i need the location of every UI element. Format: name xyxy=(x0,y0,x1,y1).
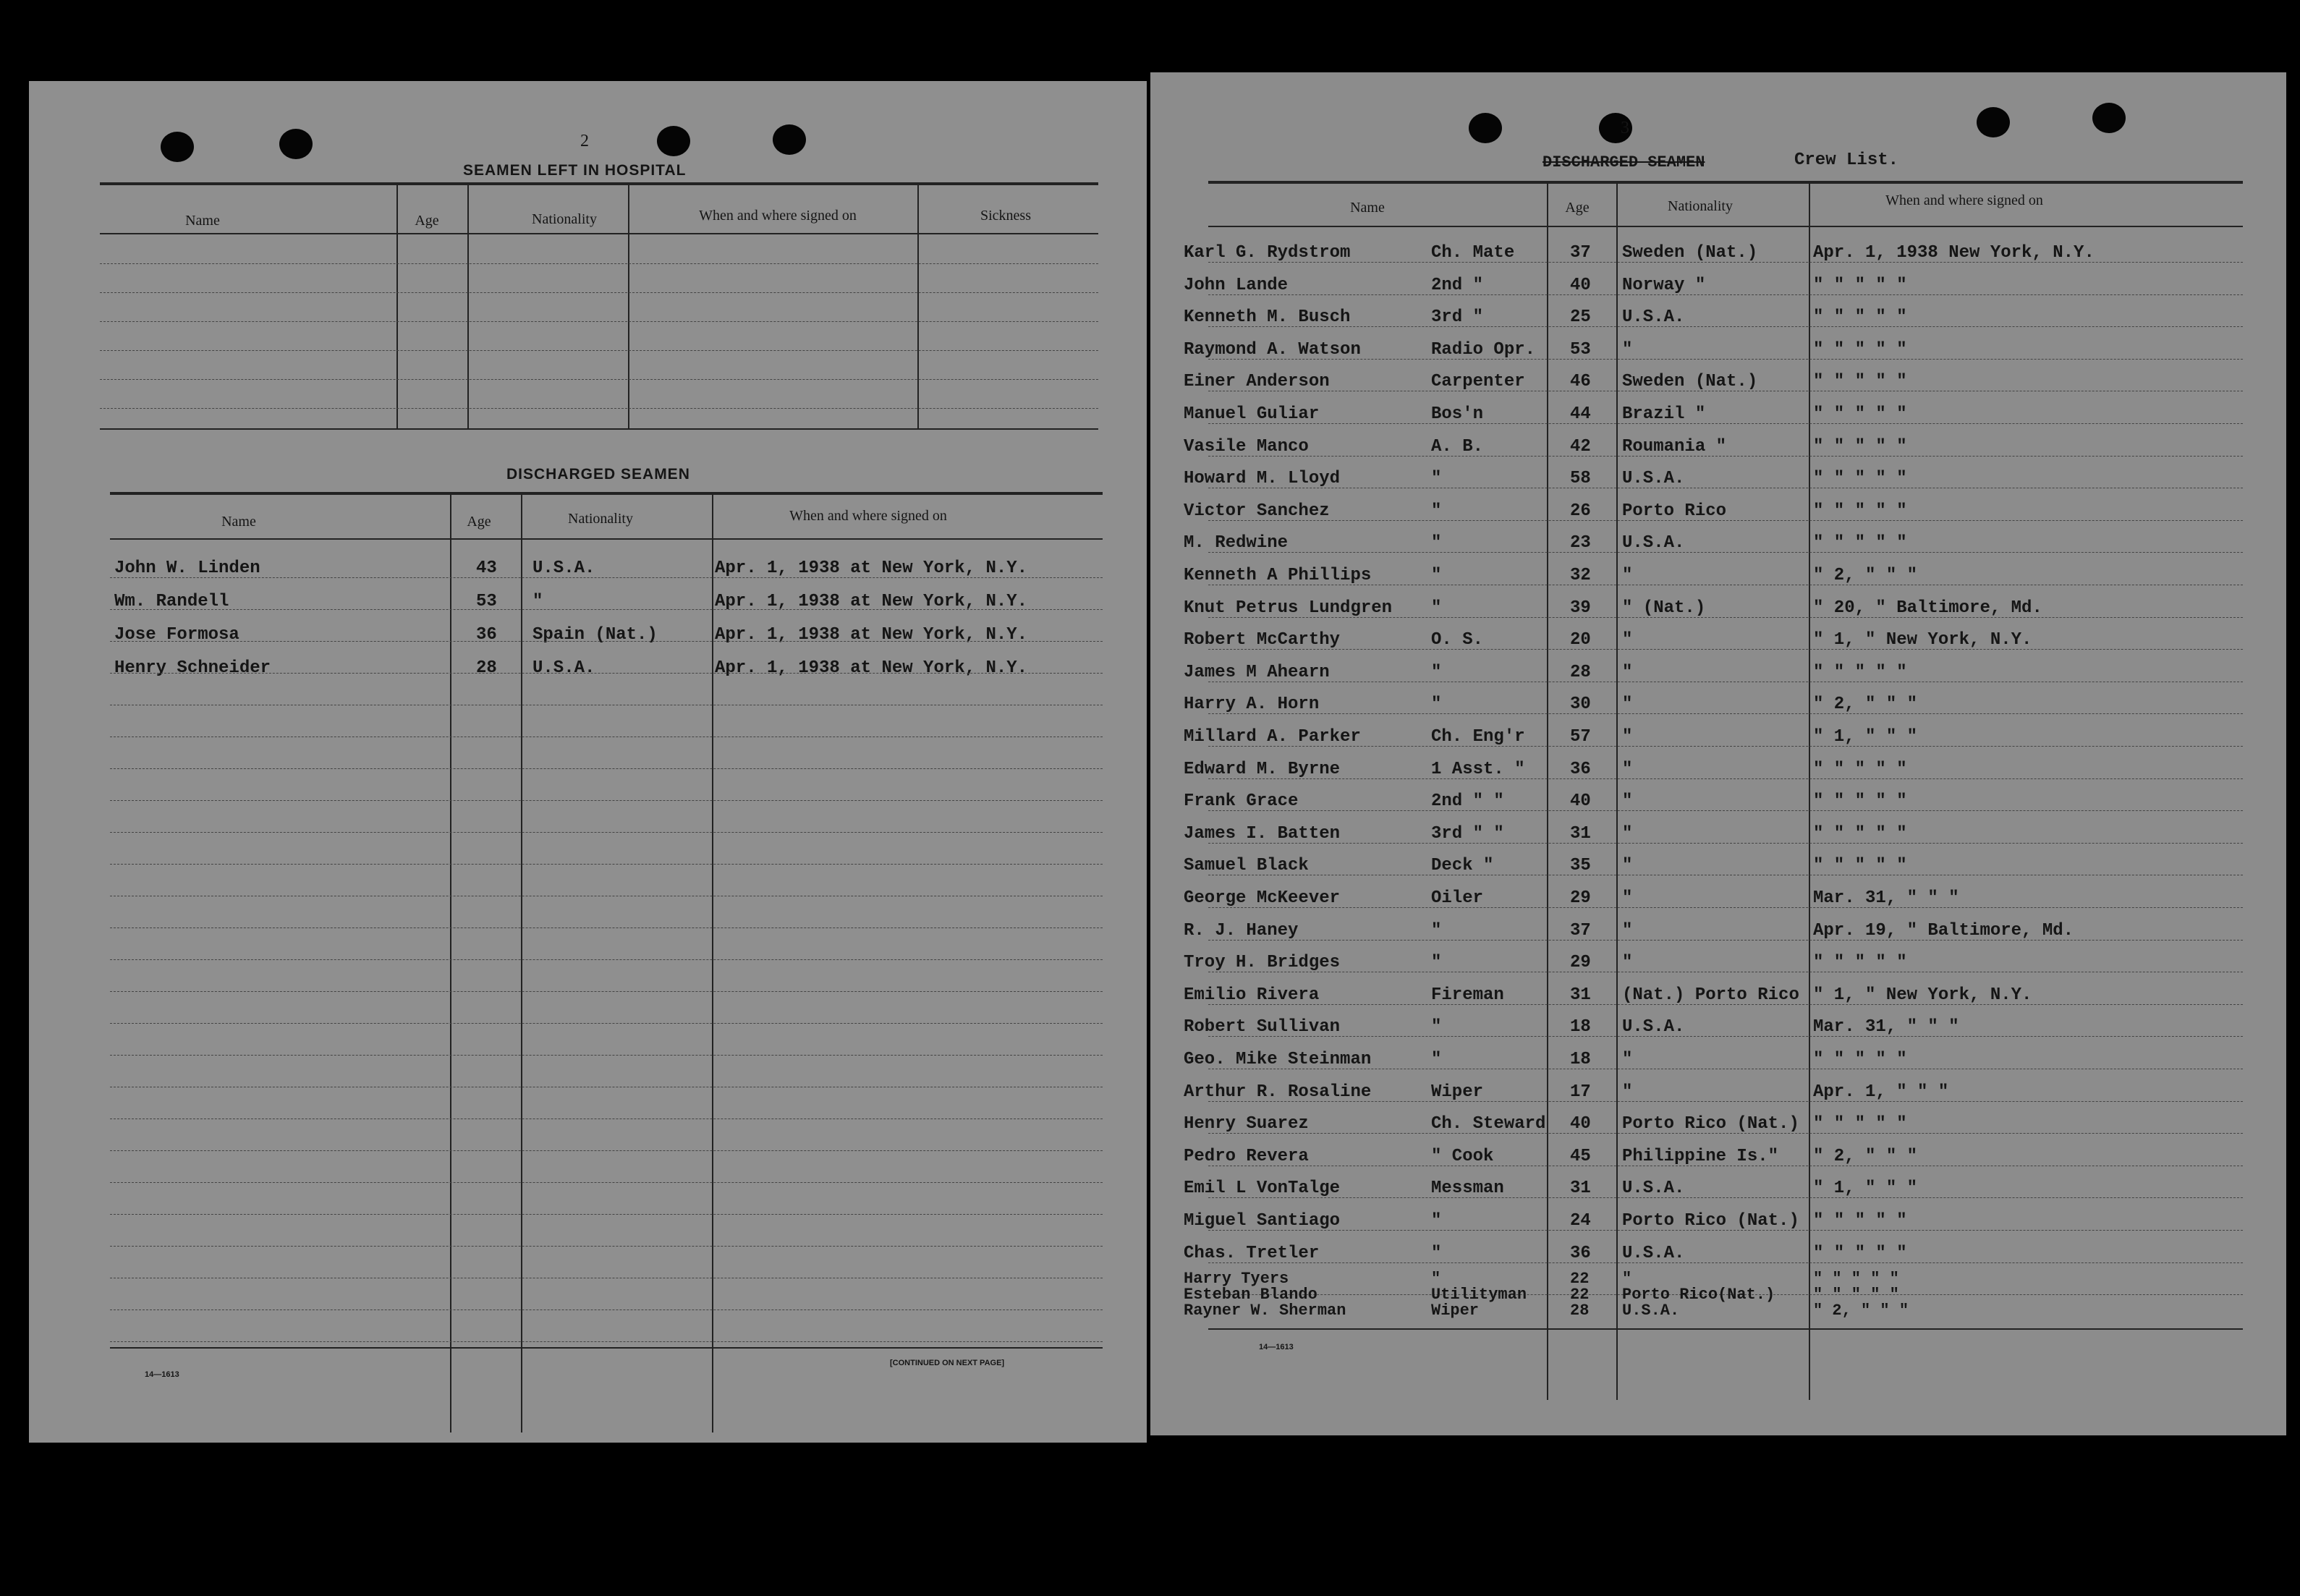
seaman-nationality: " xyxy=(532,592,543,611)
row-line xyxy=(1208,713,2243,714)
crew-name: Robert McCarthy xyxy=(1184,630,1341,650)
crew-rating: 3rd " xyxy=(1431,307,1484,327)
crew-nationality: Sweden (Nat.) xyxy=(1622,372,1758,391)
signed-on: " " " " " xyxy=(1813,824,1907,844)
column-divider xyxy=(467,182,469,428)
crew-list-title: Crew List. xyxy=(1794,150,1899,170)
crew-age: 32 xyxy=(1570,566,1591,585)
crew-age: 35 xyxy=(1570,856,1591,875)
row-line xyxy=(1208,649,2243,650)
crew-nationality: " xyxy=(1622,630,1633,650)
signed-on: " " " " " xyxy=(1813,533,1907,553)
crew-rating: " xyxy=(1431,1270,1441,1288)
discharged-section-title: DISCHARGED SEAMEN xyxy=(506,466,690,483)
table-rule xyxy=(1208,181,2243,184)
crew-nationality: U.S.A. xyxy=(1622,1017,1685,1037)
row-line xyxy=(110,1055,1103,1056)
crew-nationality: " xyxy=(1622,888,1633,908)
hospital-section-title: SEAMEN LEFT IN HOSPITAL xyxy=(463,162,687,179)
signed-on: " 2, " " " xyxy=(1813,1302,1909,1320)
crew-nationality: " xyxy=(1622,953,1633,972)
row-line xyxy=(100,379,1098,380)
signed-on: " " " " " xyxy=(1813,437,1907,457)
column-header: Name xyxy=(221,514,256,530)
crew-nationality: U.S.A. xyxy=(1622,1179,1685,1198)
crew-name: Emil L VonTalge xyxy=(1184,1179,1341,1198)
crew-rating: Radio Opr. xyxy=(1431,340,1536,360)
crew-age: 29 xyxy=(1570,888,1591,908)
crew-nationality: Roumania " xyxy=(1622,437,1727,457)
crew-name: Geo. Mike Steinman xyxy=(1184,1050,1372,1069)
crew-name: Esteban Blando xyxy=(1184,1286,1317,1304)
signed-on: " " " " " xyxy=(1813,340,1907,360)
signed-on: " " " " " xyxy=(1813,404,1907,424)
crew-rating: " xyxy=(1431,1017,1442,1037)
crew-age: 29 xyxy=(1570,953,1591,972)
crew-nationality: Philippine Is." xyxy=(1622,1147,1779,1166)
continued-note: [CONTINUED ON NEXT PAGE] xyxy=(890,1359,1005,1367)
crew-name: Henry Suarez xyxy=(1184,1114,1309,1134)
crew-age: 25 xyxy=(1570,307,1591,327)
punch-hole-icon xyxy=(1977,107,2010,137)
page-number: 3 xyxy=(1621,119,1629,137)
crew-name: Kenneth M. Busch xyxy=(1184,307,1351,327)
signed-on: " " " " " xyxy=(1813,1114,1907,1134)
crew-name: George McKeever xyxy=(1184,888,1341,908)
seaman-nationality: U.S.A. xyxy=(532,559,595,578)
signed-on: " " " " " xyxy=(1813,307,1907,327)
crew-nationality: " xyxy=(1622,921,1633,941)
crew-nationality: Porto Rico (Nat.) xyxy=(1622,1211,1799,1231)
crew-rating: O. S. xyxy=(1431,630,1484,650)
crew-age: 44 xyxy=(1570,404,1591,424)
row-line xyxy=(1208,778,2243,779)
crew-age: 40 xyxy=(1570,1114,1591,1134)
crew-nationality: (Nat.) Porto Rico xyxy=(1622,985,1799,1005)
page-number: 2 xyxy=(580,132,589,150)
table-rule xyxy=(1208,1328,2243,1330)
crew-nationality: " xyxy=(1622,856,1633,875)
column-divider xyxy=(712,492,713,1432)
row-line xyxy=(110,641,1103,642)
row-line xyxy=(100,408,1098,409)
table-rule xyxy=(110,1347,1103,1349)
row-line xyxy=(110,1341,1103,1342)
crew-age: 37 xyxy=(1570,921,1591,941)
seaman-nationality: U.S.A. xyxy=(532,658,595,678)
crew-name: Arthur R. Rosaline xyxy=(1184,1082,1372,1102)
crew-name: Frank Grace xyxy=(1184,791,1299,811)
crew-name: James I. Batten xyxy=(1184,824,1341,844)
crew-rating: Deck " xyxy=(1431,856,1494,875)
column-divider xyxy=(450,492,451,1432)
crew-nationality: " xyxy=(1622,663,1633,682)
signed-on: " " " " " xyxy=(1813,469,1907,488)
crew-age: 26 xyxy=(1570,501,1591,521)
crew-nationality: " xyxy=(1622,566,1633,585)
signed-on: " " " " " xyxy=(1813,1286,1899,1304)
signed-on: " " " " " xyxy=(1813,953,1907,972)
crew-name: Emilio Rivera xyxy=(1184,985,1320,1005)
signed-on: " 2, " " " xyxy=(1813,566,1918,585)
column-header: Age xyxy=(467,514,491,530)
signed-on: Apr. 1, " " " xyxy=(1813,1082,1949,1102)
crew-age: 31 xyxy=(1570,1179,1591,1198)
column-divider xyxy=(1809,181,1810,1400)
punch-hole-icon xyxy=(161,132,194,162)
row-line xyxy=(1208,843,2243,844)
crew-rating: " xyxy=(1431,533,1442,553)
crew-rating: A. B. xyxy=(1431,437,1484,457)
crew-rating: 3rd " " xyxy=(1431,824,1504,844)
crew-nationality: Brazil " xyxy=(1622,404,1706,424)
row-line xyxy=(1208,1262,2243,1263)
crew-age: 46 xyxy=(1570,372,1591,391)
crew-name: Harry Tyers xyxy=(1184,1270,1289,1288)
signed-on: " " " " " xyxy=(1813,663,1907,682)
crew-name: Kenneth A Phillips xyxy=(1184,566,1372,585)
crew-age: 36 xyxy=(1570,1244,1591,1263)
crew-age: 23 xyxy=(1570,533,1591,553)
crew-name: M. Redwine xyxy=(1184,533,1289,553)
crew-rating: " xyxy=(1431,1211,1442,1231)
punch-hole-icon xyxy=(773,124,806,155)
signed-on: " 1, " New York, N.Y. xyxy=(1813,630,2032,650)
crew-rating: Messman xyxy=(1431,1179,1504,1198)
crew-age: 17 xyxy=(1570,1082,1591,1102)
crew-age: 18 xyxy=(1570,1050,1591,1069)
signed-on: " " " " " xyxy=(1813,1244,1907,1263)
crew-nationality: " xyxy=(1622,1270,1632,1288)
crew-rating: 2nd " xyxy=(1431,276,1484,295)
struck-title: DISCHARGED SEAMEN xyxy=(1542,153,1705,171)
crew-nationality: " xyxy=(1622,1050,1633,1069)
seaman-nationality: Spain (Nat.) xyxy=(532,625,658,645)
crew-name: Robert Sullivan xyxy=(1184,1017,1341,1037)
form-number: 14—1613 xyxy=(145,1370,179,1379)
crew-name: Manuel Guliar xyxy=(1184,404,1320,424)
seaman-name: John W. Linden xyxy=(114,559,260,578)
crew-age: 28 xyxy=(1570,1302,1590,1320)
seaman-age: 36 xyxy=(476,625,497,645)
row-line xyxy=(110,768,1103,769)
crew-rating: 2nd " " xyxy=(1431,791,1504,811)
crew-age: 22 xyxy=(1570,1270,1590,1288)
crew-age: 18 xyxy=(1570,1017,1591,1037)
row-line xyxy=(110,1150,1103,1151)
crew-name: Edward M. Byrne xyxy=(1184,760,1341,779)
row-line xyxy=(110,864,1103,865)
row-line xyxy=(1208,294,2243,295)
crew-rating: " xyxy=(1431,501,1442,521)
crew-name: Raymond A. Watson xyxy=(1184,340,1361,360)
punch-hole-icon xyxy=(657,126,690,156)
punch-hole-icon xyxy=(2092,103,2126,133)
form-number: 14—1613 xyxy=(1259,1343,1294,1351)
signed-on: " " " " " xyxy=(1813,372,1907,391)
crew-rating: " xyxy=(1431,695,1442,714)
signed-on: " " " " " xyxy=(1813,760,1907,779)
crew-nationality: " xyxy=(1622,340,1633,360)
punch-hole-icon xyxy=(1469,113,1502,143)
crew-rating: " xyxy=(1431,469,1442,488)
column-header: When and where signed on xyxy=(1885,192,2043,208)
crew-nationality: U.S.A. xyxy=(1622,307,1685,327)
signed-on: Mar. 31, " " " xyxy=(1813,1017,1959,1037)
crew-nationality: " xyxy=(1622,791,1633,811)
seaman-age: 53 xyxy=(476,592,497,611)
crew-name: Harry A. Horn xyxy=(1184,695,1320,714)
crew-age: 31 xyxy=(1570,985,1591,1005)
crew-rating: " xyxy=(1431,663,1442,682)
crew-rating: " xyxy=(1431,566,1442,585)
crew-rating: 1 Asst. " xyxy=(1431,760,1525,779)
crew-nationality: " (Nat.) xyxy=(1622,598,1706,618)
signed-on: " " " " " xyxy=(1813,501,1907,521)
crew-age: 57 xyxy=(1570,727,1591,747)
row-line xyxy=(110,1214,1103,1215)
crew-nationality: Norway " xyxy=(1622,276,1706,295)
column-header: Nationality xyxy=(568,511,633,527)
left-page xyxy=(29,81,1147,1443)
crew-name: Einer Anderson xyxy=(1184,372,1330,391)
crew-name: Howard M. Lloyd xyxy=(1184,469,1341,488)
column-header: Nationality xyxy=(1668,198,1733,214)
column-header: Age xyxy=(415,213,439,229)
table-rule xyxy=(110,538,1103,540)
crew-age: 24 xyxy=(1570,1211,1591,1231)
row-line xyxy=(110,1182,1103,1183)
row-line xyxy=(100,350,1098,351)
signed-on: Apr. 1, 1938 at New York, N.Y. xyxy=(715,559,1028,578)
crew-name: Victor Sanchez xyxy=(1184,501,1330,521)
row-line xyxy=(100,263,1098,264)
right-page xyxy=(1150,72,2286,1435)
crew-age: 58 xyxy=(1570,469,1591,488)
crew-age: 45 xyxy=(1570,1147,1591,1166)
crew-name: John Lande xyxy=(1184,276,1289,295)
row-line xyxy=(1208,1197,2243,1198)
signed-on: " 2, " " " xyxy=(1813,695,1918,714)
table-rule xyxy=(100,428,1098,430)
signed-on: " " " " " xyxy=(1813,1050,1907,1069)
row-line xyxy=(110,1023,1103,1024)
crew-nationality: " xyxy=(1622,760,1633,779)
crew-nationality: " xyxy=(1622,695,1633,714)
table-rule xyxy=(100,182,1098,185)
row-line xyxy=(1208,907,2243,908)
signed-on: " 2, " " " xyxy=(1813,1147,1918,1166)
seaman-age: 43 xyxy=(476,559,497,578)
crew-nationality: " xyxy=(1622,824,1633,844)
crew-nationality: Porto Rico xyxy=(1622,501,1727,521)
crew-name: Rayner W. Sherman xyxy=(1184,1302,1346,1320)
crew-age: 40 xyxy=(1570,791,1591,811)
column-divider xyxy=(1547,181,1548,1400)
column-divider xyxy=(917,182,919,428)
crew-rating: Ch. Steward xyxy=(1431,1114,1546,1134)
signed-on: Apr. 19, " Baltimore, Md. xyxy=(1813,921,2074,941)
crew-nationality: U.S.A. xyxy=(1622,1244,1685,1263)
crew-name: R. J. Haney xyxy=(1184,921,1299,941)
row-line xyxy=(100,321,1098,322)
seaman-name: Henry Schneider xyxy=(114,658,271,678)
signed-on: Mar. 31, " " " xyxy=(1813,888,1959,908)
crew-rating: Carpenter xyxy=(1431,372,1525,391)
crew-rating: Utilityman xyxy=(1431,1286,1527,1304)
row-line xyxy=(110,800,1103,801)
signed-on: " 1, " " " xyxy=(1813,1179,1918,1198)
column-header: Sickness xyxy=(980,208,1031,224)
crew-rating: " xyxy=(1431,1244,1442,1263)
signed-on: Apr. 1, 1938 at New York, N.Y. xyxy=(715,658,1028,678)
crew-rating: Ch. Eng'r xyxy=(1431,727,1525,747)
row-line xyxy=(1208,359,2243,360)
row-line xyxy=(110,1246,1103,1247)
seaman-name: Wm. Randell xyxy=(114,592,229,611)
row-line xyxy=(1208,940,2243,941)
signed-on: " " " " " xyxy=(1813,1211,1907,1231)
crew-rating: Fireman xyxy=(1431,985,1504,1005)
column-header: When and where signed on xyxy=(789,508,947,524)
crew-age: 28 xyxy=(1570,663,1591,682)
table-rule xyxy=(100,233,1098,234)
row-line xyxy=(100,292,1098,293)
table-rule xyxy=(110,492,1103,495)
seaman-name: Jose Formosa xyxy=(114,625,239,645)
column-header: Age xyxy=(1565,200,1590,216)
signed-on: " " " " " xyxy=(1813,856,1907,875)
signed-on: Apr. 1, 1938 at New York, N.Y. xyxy=(715,592,1028,611)
crew-age: 20 xyxy=(1570,630,1591,650)
column-header: When and where signed on xyxy=(699,208,857,224)
crew-nationality: U.S.A. xyxy=(1622,469,1685,488)
crew-rating: Ch. Mate xyxy=(1431,243,1515,263)
crew-nationality: U.S.A. xyxy=(1622,533,1685,553)
crew-rating: Wiper xyxy=(1431,1082,1484,1102)
column-header: Nationality xyxy=(532,211,597,227)
row-line xyxy=(110,991,1103,992)
signed-on: Apr. 1, 1938 New York, N.Y. xyxy=(1813,243,2095,263)
row-line xyxy=(110,832,1103,833)
column-divider xyxy=(628,182,629,428)
row-line xyxy=(1208,552,2243,553)
signed-on: " " " " " xyxy=(1813,791,1907,811)
crew-name: Karl G. Rydstrom xyxy=(1184,243,1351,263)
crew-name: Miguel Santiago xyxy=(1184,1211,1341,1231)
row-line xyxy=(110,609,1103,610)
crew-rating: Oiler xyxy=(1431,888,1484,908)
row-line xyxy=(1208,326,2243,327)
crew-rating: " xyxy=(1431,953,1442,972)
crew-nationality: " xyxy=(1622,727,1633,747)
crew-rating: " xyxy=(1431,921,1442,941)
column-divider xyxy=(521,492,522,1432)
crew-nationality: Porto Rico(Nat.) xyxy=(1622,1286,1775,1304)
crew-nationality: Porto Rico (Nat.) xyxy=(1622,1114,1799,1134)
crew-name: Troy H. Bridges xyxy=(1184,953,1341,972)
crew-age: 22 xyxy=(1570,1286,1590,1304)
crew-name: Chas. Tretler xyxy=(1184,1244,1320,1263)
crew-age: 53 xyxy=(1570,340,1591,360)
row-line xyxy=(110,959,1103,960)
crew-name: Millard A. Parker xyxy=(1184,727,1361,747)
signed-on: " 1, " New York, N.Y. xyxy=(1813,985,2032,1005)
row-line xyxy=(1208,746,2243,747)
crew-nationality: U.S.A. xyxy=(1622,1302,1680,1320)
table-rule xyxy=(1208,226,2243,227)
column-header: Name xyxy=(1350,200,1385,216)
punch-hole-icon xyxy=(279,129,313,159)
crew-rating: " xyxy=(1431,598,1442,618)
column-divider xyxy=(1616,181,1618,1400)
crew-name: Knut Petrus Lundgren xyxy=(1184,598,1393,618)
signed-on: " 1, " " " xyxy=(1813,727,1918,747)
crew-rating: " xyxy=(1431,1050,1442,1069)
column-divider xyxy=(396,182,398,428)
column-header: Name xyxy=(185,213,220,229)
crew-age: 31 xyxy=(1570,824,1591,844)
row-line xyxy=(1208,1036,2243,1037)
crew-nationality: Sweden (Nat.) xyxy=(1622,243,1758,263)
crew-name: James M Ahearn xyxy=(1184,663,1330,682)
signed-on: " " " " " xyxy=(1813,276,1907,295)
crew-age: 40 xyxy=(1570,276,1591,295)
crew-name: Samuel Black xyxy=(1184,856,1309,875)
crew-age: 37 xyxy=(1570,243,1591,263)
crew-name: Vasile Manco xyxy=(1184,437,1309,457)
row-line xyxy=(110,673,1103,674)
crew-age: 30 xyxy=(1570,695,1591,714)
crew-rating: " Cook xyxy=(1431,1147,1494,1166)
row-line xyxy=(110,577,1103,578)
row-line xyxy=(1208,810,2243,811)
crew-rating: Wiper xyxy=(1431,1302,1480,1320)
signed-on: " " " " " xyxy=(1813,1270,1899,1288)
crew-age: 36 xyxy=(1570,760,1591,779)
crew-name: Pedro Revera xyxy=(1184,1147,1309,1166)
crew-age: 42 xyxy=(1570,437,1591,457)
signed-on: Apr. 1, 1938 at New York, N.Y. xyxy=(715,625,1028,645)
crew-rating: Bos'n xyxy=(1431,404,1484,424)
crew-age: 39 xyxy=(1570,598,1591,618)
signed-on: " 20, " Baltimore, Md. xyxy=(1813,598,2042,618)
row-line xyxy=(1208,423,2243,424)
crew-nationality: " xyxy=(1622,1082,1633,1102)
seaman-age: 28 xyxy=(476,658,497,678)
